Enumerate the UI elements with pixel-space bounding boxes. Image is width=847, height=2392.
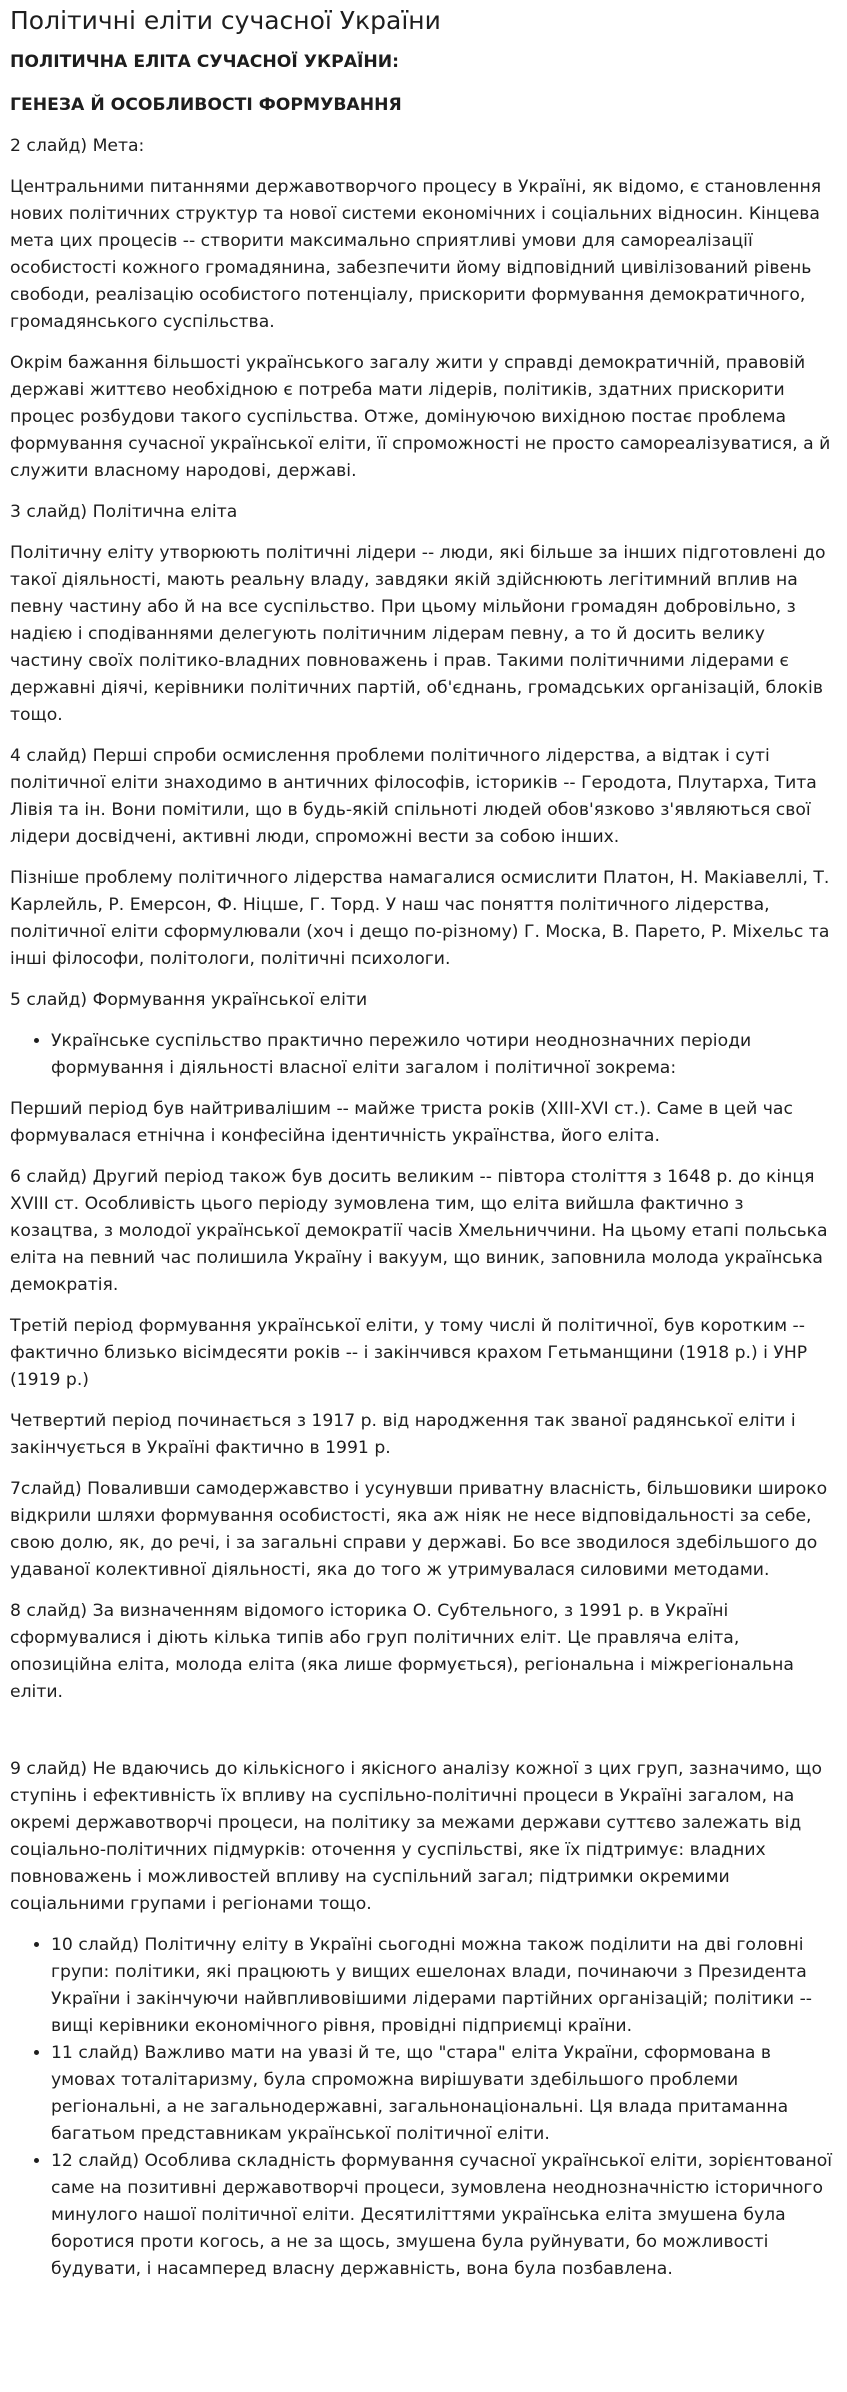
page-title: Політичні еліти сучасної України	[10, 6, 441, 35]
list-item: • 12 слайд) Особлива складність формування сучасної української еліти, зорієнтованої саме на позитивні державотворчі процеси, зумовлена неоднозначністю історичного минулого нашої політичної еліти. Десятиліттями українська еліта змушена була боротися проти когось, а не за щось, змушена була руйнувати, бо можливості будувати, і насамперед власну державність, вона була позбавлена.	[51, 2148, 837, 2283]
paragraph: Окрім бажання більшості українського загалу жити у справді демократичній, правовій державі життєво необхідною є потреба мати лідерів, політиків, здатних прискорити процес розбудови такого суспільства. Отже, домінуючою вихідною постає проблема формування сучасної української еліти, її спроможності не просто самореалізуватися, а й служити власному народові, державі.	[10, 353, 831, 481]
paragraph: 7слайд) Поваливши самодержавство і усунувши приватну власність, більшовики широко відкрили шляхи формування особистості, яка аж ніяк не несе відповідальності за себе, свою долю, як, до речі, і за загальні справи у державі. Бо все зводилося здебільшого до удаваної колективної діяльності, яка до того ж утримувалася силовими методами.	[10, 1479, 828, 1580]
heading-genesis: ГЕНЕЗА Й ОСОБЛИВОСТІ ФОРМУВАННЯ	[10, 95, 402, 115]
paragraph: 4 слайд) Перші спроби осмислення проблеми політичного лідерства, а відтак і суті політичної еліти знаходимо в античних філософів, істориків -- Геродота, Плутарха, Тита Лівія та ін. Вони помітили, що в будь-якій спільноті людей обов'язково з'являються свої лідери досвідчені, активні люди, спроможні вести за собою інших.	[10, 746, 817, 847]
list-item: • 11 слайд) Важливо мати на увазі й те, що "стара" еліта України, сформована в умовах тоталітаризму, була спроможна вирішувати здебільшого проблеми регіональні, а не загальнодержавні, загальнонаціональні. Ця влада притаманна багатьом представникам української політичної еліти.	[51, 2040, 837, 2148]
paragraph: 6 слайд) Другий період також був досить великим -- півтора століття з 1648 р. до кінця ХVІІІ ст. Особливість цього періоду зумовлена тим, що еліта вийшла фактично з козацтва, з молодої української демократії часів Хмельниччини. На цьому етапі польська еліта на певний час полишила Україну і вакуум, що виник, заповнила молода українська демократія.	[10, 1167, 828, 1295]
list-item: • 10 слайд) Політичну еліту в Україні сьогодні можна також поділити на дві головні групи: політики, які працюють у вищих ешелонах влади, починаючи з Президента України і закінчуючи найвпливовішими лідерами партійних організацій; політики -- вищі керівники економічного рівня, провідні підприємці країни.	[51, 1932, 837, 2040]
paragraph: Четвертий період починається з 1917 р. від народження так званої радянської еліти і закінчується в Україні фактично в 1991 р.	[10, 1411, 796, 1458]
paragraph: Перший період був найтривалішим -- майже триста років (ХІІІ-ХVІ ст.). Саме в цей час формувалася етнічна і конфесійна ідентичність українства, його еліта.	[10, 1099, 793, 1146]
paragraph: 8 слайд) За визначенням відомого історика О. Субтельного, з 1991 р. в Україні сформувалися і діють кілька типів або груп політичних еліт. Це правляча еліта, опозиційна еліта, молода еліта (яка лише формується), регіональна і міжрегіональна еліти.	[10, 1601, 794, 1702]
list-item: • Українське суспільство практично пережило чотири неоднозначних періоди формування і діяльності власної еліти загалом і політичної зокрема:	[51, 1028, 837, 1082]
slide-5-label: 5 слайд) Формування української еліти	[10, 990, 368, 1010]
bullet-list	[10, 1028, 837, 1082]
paragraph: Третій період формування української еліти, у тому числі й політичної, був коротким -- фактично близько вісімдесяти років -- і закінчився крахом Гетьманщини (1918 р.) і УНР (1919 р.)	[10, 1316, 808, 1390]
heading-political-elite: ПОЛІТИЧНА ЕЛІТА СУЧАСНОЇ УКРАЇНИ:	[10, 52, 400, 72]
paragraph: Пізніше проблему політичного лідерства намагалися осмислити Платон, Н. Макіавеллі, Т. Карлейль, Р. Емерсон, Ф. Ніцше, Г. Торд. У наш час поняття політичного лідерства, політичної еліти сформулювали (хоч і дещо по-різному) Г. Моска, В. Парето, Р. Міхельс та інші філософи, політологи, політичні психологи.	[10, 868, 830, 969]
slide-3-label: 3 слайд) Політична еліта	[10, 502, 238, 522]
paragraph: 9 слайд) Не вдаючись до кількісного і якісного аналізу кожної з цих груп, зазначимо, що ступінь і ефективність їх впливу на суспільно-політичні процеси в Україні загалом, на окремі державотворчі процеси, на політику за межами держави суттєво залежать від соціально-політичних підмурків: оточення у суспільстві, яке їх підтримує: владних повноважень і можливостей впливу на суспільний загал; підтримки окремими соціальними групами і регіонами тощо.	[10, 1759, 822, 1914]
bullet-list	[10, 1932, 837, 2283]
slide-2-label: 2 слайд) Мета:	[10, 136, 145, 156]
paragraph: Центральними питаннями державотворчого процесу в Україні, як відомо, є становлення нових політичних структур та нової системи економічних і соціальних відносин. Кінцева мета цих процесів -- створити максимально сприятливі умови для самореалізації особистості кожного громадянина, забезпечити йому відповідний цивілізований рівень свободи, реалізацію особистого потенціалу, прискорити формування демократичного, громадянського суспільства.	[10, 177, 822, 332]
paragraph: Політичну еліту утворюють політичні лідери -- люди, які більше за інших підготовлені до такої діяльності, мають реальну владу, завдяки якій здійснюють легітимний вплив на певну частину або й на все суспільство. При цьому мільйони громадян добровільно, з надією і сподіваннями делегують політичним лідерам певну, а то й досить велику частину своїх політико-владних повноважень і прав. Такими політичними лідерами є державні діячі, керівники політичних партій, об'єднань, громадських організацій, блоків тощо.	[10, 543, 826, 725]
